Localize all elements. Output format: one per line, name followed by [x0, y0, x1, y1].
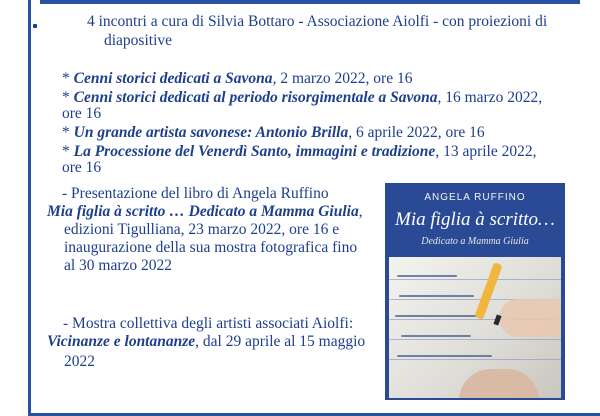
exhibition-lead: - Mostra collettiva degli artisti associati Aiolfi: — [63, 315, 354, 332]
book-cover-author: ANGELA RUFFINO — [424, 192, 526, 203]
event-details: , 6 aprile 2022, ore 16 — [348, 124, 485, 141]
handwriting-stroke — [397, 355, 492, 357]
intro-line-cont: diapositive — [104, 32, 173, 49]
exhibition-line-cont: 2022 — [64, 353, 95, 370]
event-item — [62, 69, 412, 88]
book-cover-photo — [389, 257, 561, 398]
event-title: La Processione del Venerdì Santo, immagini e tradizione — [73, 143, 436, 160]
book-cover-title: Mia figlia à scritto… — [395, 209, 555, 230]
notebook-line — [389, 359, 561, 360]
event-star: * — [62, 143, 74, 160]
event-details-cont: ore 16 — [62, 105, 102, 122]
event-title: Cenni storici dedicati a Savona — [73, 70, 273, 87]
handwriting-stroke — [401, 335, 471, 337]
bullet-icon — [33, 24, 37, 28]
event-item — [62, 123, 485, 142]
event-item — [62, 88, 542, 107]
hand-shape — [499, 299, 561, 337]
event-details-cont: ore 16 — [62, 159, 102, 176]
handwriting-stroke — [397, 275, 457, 277]
book-cover — [385, 183, 565, 400]
book-presentation-line: al 30 marzo 2022 — [64, 257, 173, 274]
book-presentation-title-line: Mia figlia à scritto … Dedicato a Mamma Giulia, — [47, 203, 363, 220]
exhibition-line: Vicinanze e lontananze, dal 29 aprile al 15 maggio — [47, 333, 366, 350]
event-star: * — [62, 70, 74, 87]
book-presentation-title: Mia figlia à scritto … Dedicato a Mamma Giulia — [47, 203, 359, 220]
book-presentation-lead: - Presentazione del libro di Angela Ruffino — [62, 185, 329, 202]
pen-icon — [474, 262, 502, 320]
intro-line: 4 incontri a cura di Silvia Bottaro - Associazione Aiolfi - con proiezioni di — [87, 13, 548, 30]
notebook-line — [389, 339, 561, 340]
handwriting-stroke — [395, 315, 483, 317]
exhibition-title: Vicinanze e lontananze — [47, 333, 196, 350]
notebook-line — [389, 279, 561, 280]
hand-shape — [459, 369, 539, 398]
event-star: * — [62, 124, 74, 141]
book-cover-subtitle: Dedicato a Mamma Giulia — [421, 236, 529, 247]
event-star: * — [62, 89, 74, 106]
handwriting-stroke — [399, 295, 474, 297]
event-details: , 16 marzo 2022, — [437, 89, 543, 106]
event-title: Un grande artista savonese: Antonio Brilla — [73, 124, 349, 141]
event-title: Cenni storici dedicati al periodo risorgimentale a Savona — [73, 89, 438, 106]
book-presentation-line: inaugurazione della sua mostra fotografica fino — [64, 239, 358, 256]
event-details: , 2 marzo 2022, ore 16 — [272, 70, 413, 87]
event-item — [62, 142, 536, 161]
event-details: , 13 aprile 2022, — [435, 143, 537, 160]
book-presentation-line: edizioni Tigulliana, 23 marzo 2022, ore 16 e — [64, 221, 340, 238]
